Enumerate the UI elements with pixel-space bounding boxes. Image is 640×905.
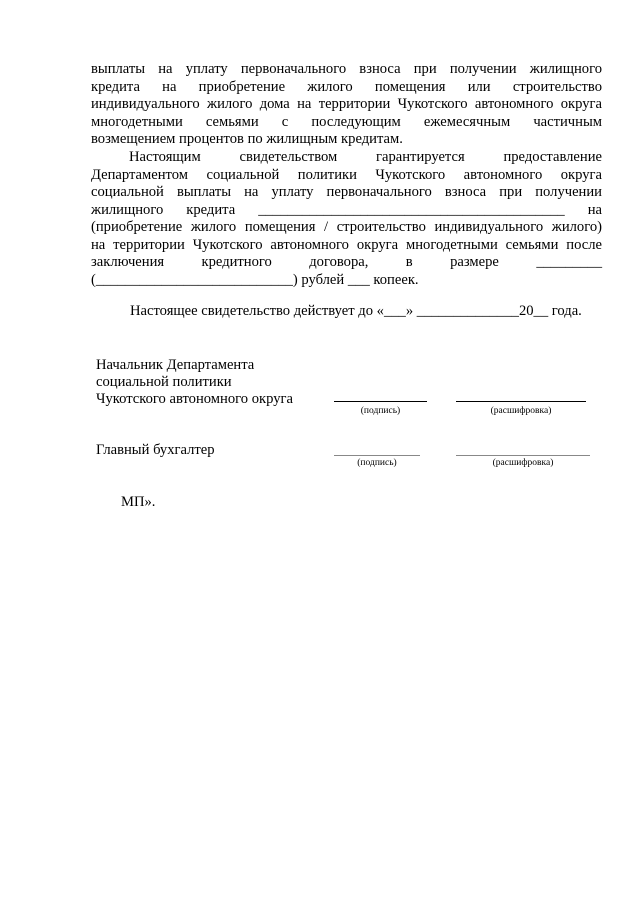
head-title-line-2: социальной политики bbox=[96, 374, 232, 390]
paragraph-line: кредита на приобретение жилого помещения или строительство bbox=[91, 78, 602, 95]
head-decoding-line bbox=[456, 401, 586, 402]
paragraph-line: Департаментом социальной политики Чукотского автономного округа bbox=[91, 166, 602, 183]
paragraph-line: заключения кредитного договора, в размере _________ bbox=[91, 254, 602, 270]
paragraph-line: жилищного кредита __________________________________________ на bbox=[91, 201, 602, 218]
paragraph-line: индивидуального жилого дома на территории Чукотского автономного округа bbox=[91, 96, 602, 112]
paragraph-line: (___________________________) рублей ___ копеек. bbox=[91, 271, 419, 288]
paragraph-line: на территории Чукотского автономного округа многодетными семьями после bbox=[91, 236, 602, 253]
accountant-decoding-caption: (расшифровка) bbox=[492, 458, 554, 468]
accountant-signature-caption: (подпись) bbox=[357, 458, 397, 468]
head-title-line-3: Чукотского автономного округа bbox=[96, 391, 293, 407]
paragraph-line: многодетными семьями с последующим ежемесячным частичным bbox=[91, 113, 602, 130]
head-decoding-caption: (расшифровка) bbox=[490, 406, 552, 416]
accountant-decoding-line bbox=[456, 455, 590, 456]
paragraph-line: возмещением процентов по жилищным кредитам. bbox=[91, 131, 403, 147]
paragraph-guarantee bbox=[91, 149, 602, 289]
accountant-signature-line bbox=[334, 455, 420, 456]
paragraph-line: Настоящим свидетельством гарантируется предоставление bbox=[129, 149, 602, 165]
paragraph-line: социальной выплаты на уплату первоначального взноса при получении bbox=[91, 184, 602, 200]
head-signature-caption: (подпись) bbox=[360, 406, 401, 416]
paragraph-line: выплаты на уплату первоначального взноса при получении жилищного bbox=[91, 61, 602, 77]
head-title-line-1: Начальник Департамента bbox=[96, 357, 255, 373]
head-signature-line bbox=[334, 401, 427, 402]
stamp-place: МП». bbox=[121, 494, 156, 510]
accountant-title: Главный бухгалтер bbox=[96, 442, 215, 458]
paragraph-intro bbox=[91, 61, 602, 149]
paragraph-line: (приобретение жилого помещения / строительство индивидуального жилого) bbox=[91, 219, 602, 235]
validity-statement: Настоящее свидетельство действует до «___» ______________20__ года. bbox=[130, 303, 582, 319]
